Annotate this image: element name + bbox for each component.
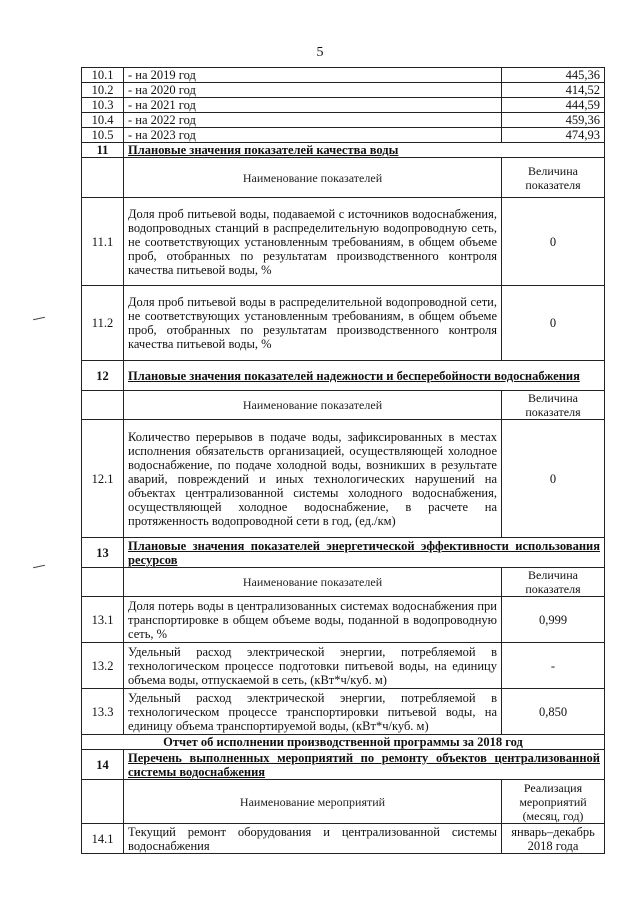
table-row [82,68,605,83]
section-title: Плановые значения показателей надежности и бесперебойности водоснабжения [124,361,605,391]
section-header-row [82,750,605,780]
margin-mark [33,565,45,568]
row-number: 11.1 [82,198,124,286]
column-header-name: Наименование показателей [124,158,502,198]
row-label: - на 2021 год [124,98,502,113]
indicators-table [81,67,605,854]
row-value: 414,52 [502,83,605,98]
table-row [82,128,605,143]
row-value: 0 [502,286,605,361]
row-value: 445,36 [502,68,605,83]
report-heading-row [82,735,605,750]
column-header-row [82,780,605,824]
column-header-value: Реализация мероприятий (месяц, год) [502,780,605,824]
row-label: - на 2022 год [124,113,502,128]
table-row [82,83,605,98]
row-number: 11.2 [82,286,124,361]
row-number: 10.2 [82,83,124,98]
row-value: 459,36 [502,113,605,128]
section-title: Плановые значения показателей качества воды [124,143,605,158]
section-number: 14 [82,750,124,780]
row-number: 13.3 [82,689,124,735]
section-header-row [82,538,605,568]
row-description: Доля проб питьевой воды, подаваемой с источников водоснабжения, водопроводных станций в распределительную водопроводную сеть, не соответствующих установленным требованиям, в общем объеме проб, отобранных по результатам производственного контроля качества питьевой воды, % [124,198,502,286]
row-description: Удельный расход электрической энергии, потребляемой в технологическом процессе транспортировки питьевой воды, на единицу объема транспортируемой воды, (кВт*ч/куб. м) [124,689,502,735]
row-value: 0,999 [502,597,605,643]
row-number: 14.1 [82,824,124,854]
section-number: 11 [82,143,124,158]
row-value: январь–декабрь 2018 года [502,824,605,854]
section-title: Плановые значения показателей энергетической эффективности использования ресурсов [124,538,605,568]
section-title: Перечень выполненных мероприятий по ремонту объектов централизованной системы водоснабжения [124,750,605,780]
row-value: 0 [502,198,605,286]
section-number: 12 [82,361,124,391]
row-value: 474,93 [502,128,605,143]
row-description: Количество перерывов в подаче воды, зафиксированных в местах исполнения обязательств организацией, осуществляющей холодное водоснабжение, по подаче холодной воды, возникших в результате аварий, повреждений и иных технологических нарушений на объектах централизованной системы холодного водоснабжения, осуществляющей холодное водоснабжение, в расчете на протяженность водопроводной сети в год, (ед./км) [124,420,502,538]
empty-cell [82,780,124,824]
column-header-row [82,568,605,597]
column-header-value: Величина показателя [502,391,605,420]
report-title: Отчет об исполнении производственной программы за 2018 год [82,735,605,750]
column-header-name: Наименование показателей [124,568,502,597]
row-number: 10.1 [82,68,124,83]
page-number: 5 [316,45,324,60]
row-description: Доля потерь воды в централизованных системах водоснабжения при транспортировке в общем объеме воды, поданной в водопроводную сеть, % [124,597,502,643]
row-number: 10.3 [82,98,124,113]
row-label: - на 2020 год [124,83,502,98]
row-value: 0 [502,420,605,538]
column-header-name: Наименование мероприятий [124,780,502,824]
column-header-value: Величина показателя [502,568,605,597]
row-label: - на 2023 год [124,128,502,143]
row-description: Удельный расход электрической энергии, потребляемой в технологическом процессе подготовки питьевой воды, на единицу объема воды, отпускаемой в сеть, (кВт*ч/куб. м) [124,643,502,689]
column-header-row [82,158,605,198]
column-header-value: Величина показателя [502,158,605,198]
empty-cell [82,158,124,198]
table-row [82,689,605,735]
row-description: Доля проб питьевой воды в распределительной водопроводной сети, не соответствующих установленным требованиям, в общем объеме проб, отобранных по результатам производственного контроля качества питьевой воды, % [124,286,502,361]
table-row [82,98,605,113]
table-row [82,824,605,854]
table-row [82,286,605,361]
row-number: 13.1 [82,597,124,643]
column-header-name: Наименование показателей [124,391,502,420]
row-number: 10.4 [82,113,124,128]
column-header-row [82,391,605,420]
empty-cell [82,568,124,597]
table-row [82,643,605,689]
section-number: 13 [82,538,124,568]
margin-mark [33,317,45,320]
row-label: - на 2019 год [124,68,502,83]
table-row [82,113,605,128]
table-row [82,198,605,286]
row-description: Текущий ремонт оборудования и централизованной системы водоснабжения [124,824,502,854]
section-header-row [82,143,605,158]
section-header-row [82,361,605,391]
row-value: 444,59 [502,98,605,113]
row-value: - [502,643,605,689]
row-number: 13.2 [82,643,124,689]
row-number: 10.5 [82,128,124,143]
table-row [82,420,605,538]
table-row [82,597,605,643]
row-number: 12.1 [82,420,124,538]
row-value: 0,850 [502,689,605,735]
empty-cell [82,391,124,420]
